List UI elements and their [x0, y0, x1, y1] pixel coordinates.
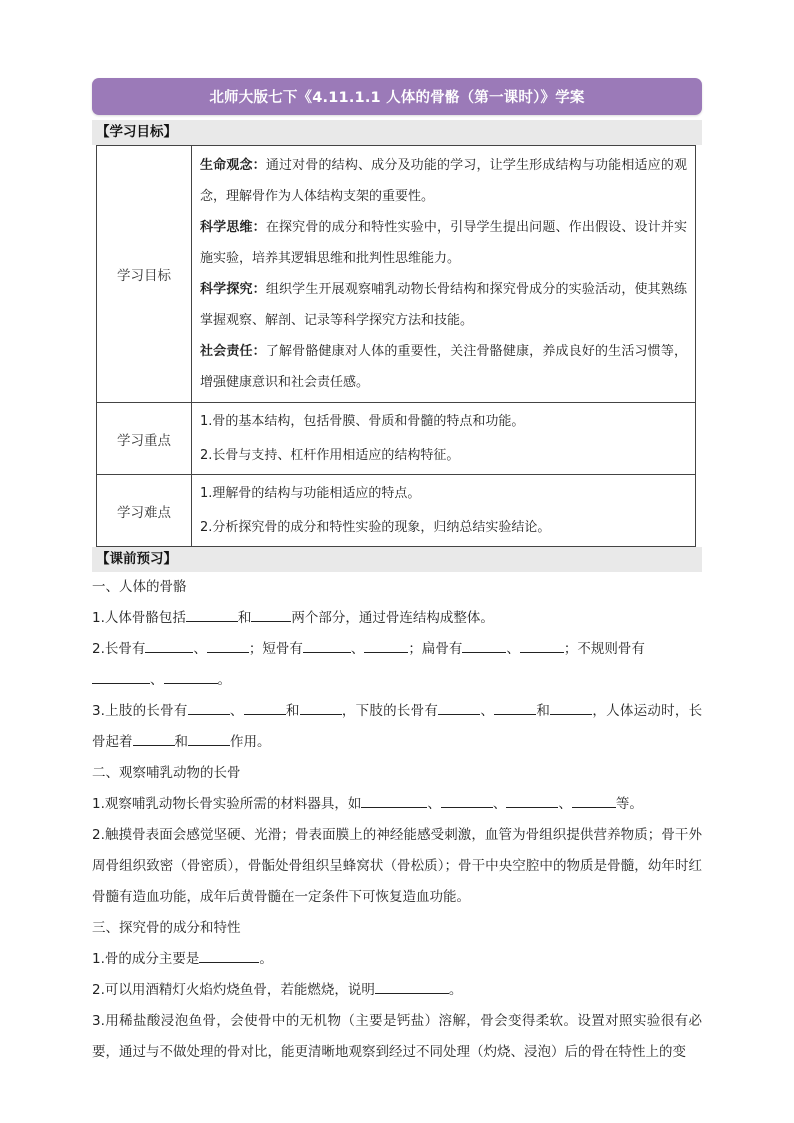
document-page — [92, 78, 702, 1068]
preview-question-6: 1.骨的成分主要是 。 — [92, 944, 702, 975]
fill-blank[interactable] — [186, 607, 238, 622]
preview-question-2: 2.长骨有 、 ；短骨有 、 ；扁骨有 、 ；不规则骨有 、 。 — [92, 634, 702, 696]
fill-blank[interactable] — [506, 793, 558, 808]
key-points-label: 学习重点 — [97, 403, 192, 475]
preview-question-3: 3.上肢的长骨有 、 和 ，下肢的长骨有 、 和 ，人体运动时，长骨起着 和 作用。 — [92, 696, 702, 758]
objective-head: 科学探究： — [200, 282, 266, 297]
objective-item — [200, 150, 687, 212]
fill-blank[interactable] — [300, 700, 342, 715]
fill-blank[interactable] — [199, 948, 259, 963]
fill-blank[interactable] — [361, 793, 427, 808]
difficulty-item: 2.分析探究骨的成分和特性实验的现象，归纳总结实验结论。 — [200, 520, 551, 535]
objective-text: 了解骨骼健康对人体的重要性，关注骨骼健康，养成良好的生活习惯等，增强健康意识和社会责任感。 — [200, 344, 687, 390]
fill-blank[interactable] — [92, 669, 150, 684]
fill-blank[interactable] — [550, 700, 592, 715]
preview-heading-1: 一、人体的骨骼 — [92, 579, 187, 595]
document-title: 北师大版七下《4.11.1.1 人体的骨骼（第一课时）》学案 — [92, 78, 702, 115]
goals-table — [96, 145, 696, 547]
objective-head: 生命观念： — [200, 158, 266, 173]
objectives-content — [192, 146, 696, 403]
fill-blank[interactable] — [438, 700, 480, 715]
fill-blank[interactable] — [375, 979, 449, 994]
section-heading-preview: 【课前预习】 — [92, 547, 702, 572]
fill-blank[interactable] — [188, 731, 230, 746]
objective-text: 组织学生开展观察哺乳动物长骨结构和探究骨成分的实验活动，使其熟练掌握观察、解剖、记录等科学探究方法和技能。 — [200, 282, 687, 328]
preview-question-1: 1.人体骨骼包括 和 两个部分，通过骨连结构成整体。 — [92, 603, 702, 634]
fill-blank[interactable] — [133, 731, 175, 746]
fill-blank[interactable] — [520, 638, 564, 653]
difficulty-item: 1.理解骨的结构与功能相适应的特点。 — [200, 486, 421, 501]
fill-blank[interactable] — [164, 669, 218, 684]
preview-question-4: 1.观察哺乳动物长骨实验所需的材料器具，如 、 、 、 等。 — [92, 789, 702, 820]
preview-paragraph-5: 2.触摸骨表面会感觉坚硬、光滑；骨表面膜上的神经能感受刺激，血管为骨组织提供营养物质；骨干外周骨组织致密（骨密质），骨骺处骨组织呈蜂窝状（骨松质）；骨干中央空腔中的物质是骨髓，幼年时红骨髓有造血功能，成年后黄骨髓在一定条件下可恢复造血功能。 — [92, 827, 702, 905]
objective-text: 通过对骨的结构、成分及功能的学习，让学生形成结构与功能相适应的观念，理解骨作为人体结构支架的重要性。 — [200, 158, 687, 204]
key-points-content — [192, 403, 696, 475]
preview-heading-2: 二、观察哺乳动物的长骨 — [92, 765, 241, 781]
fill-blank[interactable] — [188, 700, 230, 715]
preview-heading-3: 三、探究骨的成分和特性 — [92, 920, 241, 936]
fill-blank[interactable] — [145, 638, 193, 653]
difficulty-content — [192, 475, 696, 547]
fill-blank[interactable] — [572, 793, 616, 808]
fill-blank[interactable] — [494, 700, 536, 715]
fill-blank[interactable] — [441, 793, 493, 808]
fill-blank[interactable] — [244, 700, 286, 715]
objectives-label: 学习目标 — [97, 146, 192, 403]
fill-blank[interactable] — [303, 638, 351, 653]
key-point-item: 2.长骨与支持、杠杆作用相适应的结构特征。 — [200, 448, 460, 463]
key-point-item: 1.骨的基本结构，包括骨膜、骨质和骨髓的特点和功能。 — [200, 414, 525, 429]
objective-text: 在探究骨的成分和特性实验中，引导学生提出问题、作出假设、设计并实施实验，培养其逻辑思维和批判性思维能力。 — [200, 220, 687, 266]
preview-question-7: 2.可以用酒精灯火焰灼烧鱼骨，若能燃烧，说明 。 — [92, 975, 702, 1006]
fill-blank[interactable] — [462, 638, 506, 653]
fill-blank[interactable] — [207, 638, 249, 653]
objective-item — [200, 212, 687, 274]
preview-body — [92, 572, 702, 1068]
fill-blank[interactable] — [251, 607, 291, 622]
fill-blank[interactable] — [364, 638, 408, 653]
preview-paragraph-8: 3.用稀盐酸浸泡鱼骨，会使骨中的无机物（主要是钙盐）溶解，骨会变得柔软。设置对照实验很有必要，通过与不做处理的骨对比，能更清晰地观察到经过不同处理（灼烧、浸泡）后的骨在特性上的变 — [92, 1013, 702, 1060]
objective-item — [200, 336, 687, 398]
objective-item — [200, 274, 687, 336]
section-heading-goals: 【学习目标】 — [92, 120, 702, 145]
objective-head: 科学思维： — [200, 220, 266, 235]
objective-head: 社会责任： — [200, 344, 266, 359]
difficulty-label: 学习难点 — [97, 475, 192, 547]
